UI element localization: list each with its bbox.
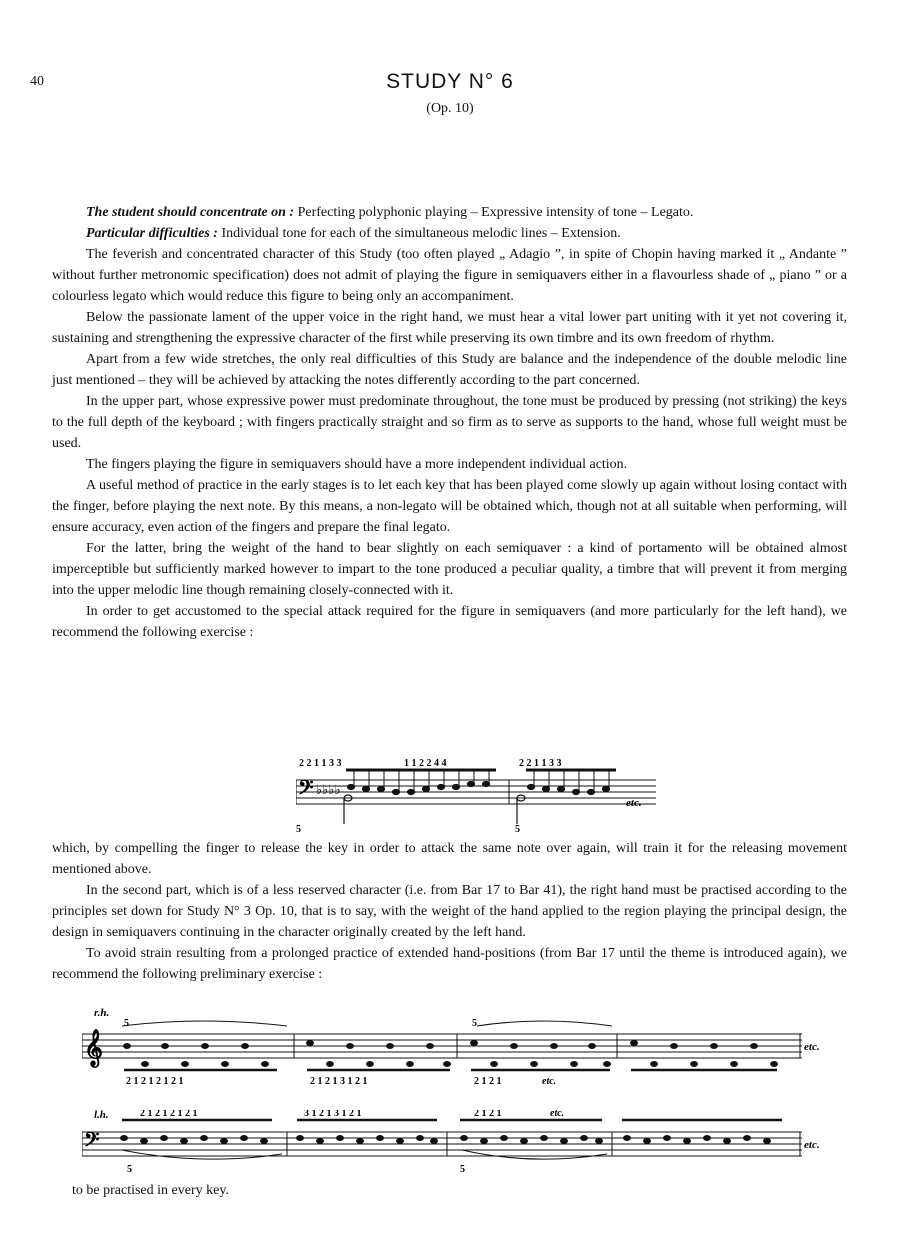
paragraph <box>52 601 847 643</box>
fingering-group-1: 2 2 1 1 3 3 <box>299 758 342 769</box>
treble-clef-icon: 𝄞 <box>84 1029 103 1065</box>
opus-subtitle: (Op. 10) <box>426 101 474 116</box>
bass-clef-icon: 𝄢 <box>84 1130 100 1156</box>
key-signature-flats: ♭♭♭♭ <box>316 782 341 797</box>
paragraph-lead: Particular difficulties : <box>86 226 218 241</box>
paragraph: To avoid strain resulting from a prolonged practice of extended hand-positions (from Bar 17 until the theme is introduced again), we recommend the following preliminary exercise : <box>52 946 847 982</box>
paragraph: In the second part, which is of a less reserved character (i.e. from Bar 17 to Bar 41), the right hand must be practised according to the principles set down for Study N° 3 Op. 10, that is to say, with the weight of the hand applied to the region playing the principal design, the design in semiquavers continuing in the character originally created by the left hand. <box>52 883 847 940</box>
paragraph <box>52 202 847 223</box>
right-hand-notation <box>82 1004 832 1094</box>
rh-bottom-fingering-3: 2 1 2 1 <box>474 1076 502 1087</box>
fingering-group-2: 1 1 2 2 4 4 <box>404 758 447 769</box>
paragraph-text: Apart from a few wide stretches, the only real difficulties of this Study are balance and the independence of the double melodic line just mentioned – they will be achieved by attacking the notes differently according to the part concerned. <box>52 352 847 388</box>
bass-fingering-2: 5 <box>515 824 520 835</box>
paragraph <box>52 538 847 601</box>
paragraph-text: A useful method of practice in the early stages is to let each key that has been played come slowly up again without losing contact with the finger, before playing the next note. By this means, a non-legato will be obtained which, though not at all suitable when performing, will ensure accuracy, even action of the fingers and prepare the final legato. <box>52 478 847 535</box>
exercise-1-notation <box>296 758 676 836</box>
paragraph <box>52 349 847 391</box>
lh-bottom-fingering-2: 5 <box>460 1164 465 1175</box>
left-hand-label: l.h. <box>94 1110 109 1121</box>
exercise-example-2-right-hand <box>82 1004 832 1094</box>
lh-top-fingering-3: 2 1 2 1 <box>474 1110 502 1119</box>
lh-top-fingering-1: 2 1 2 1 2 1 2 1 <box>140 1110 198 1119</box>
lh-bottom-fingering-1: 5 <box>127 1164 132 1175</box>
rh-bottom-fingering-1: 2 1 2 1 2 1 2 1 <box>126 1076 184 1087</box>
paragraph-text: Below the passionate lament of the upper voice in the right hand, we must hear a vital lower part uniting with it yet not covering it, sustaining and strengthening the expressive character of the first while preserving its own timbre and its own freedom of rhythm. <box>52 310 847 346</box>
left-hand-notation <box>82 1110 832 1176</box>
paragraph <box>52 391 847 454</box>
rh-top-fingering-2: 5 <box>472 1018 477 1029</box>
paragraph-text: For the latter, bring the weight of the hand to bear slightly on each semiquaver : a kind of portamento will be obtained almost imperceptible but sufficiently marked however to impart to the tone produced a peculiar quality, a timbre that will prevent it from merging into the upper melodic line though remaining closely-connected with it. <box>52 541 847 598</box>
paragraph <box>52 307 847 349</box>
paragraph <box>52 223 847 244</box>
paragraph <box>52 475 847 538</box>
rh-inner-etc: etc. <box>542 1076 557 1087</box>
closing-text <box>52 1180 847 1201</box>
paragraph-text: The fingers playing the figure in semiquavers should have a more independent individual action. <box>86 457 628 472</box>
paragraph <box>52 454 847 475</box>
exercise-example-1 <box>296 758 676 836</box>
etc-mark: etc. <box>626 797 642 809</box>
bass-fingering-1: 5 <box>296 824 301 835</box>
rh-etc-mark: etc. <box>804 1041 820 1053</box>
lh-top-fingering-2: 3 1 2 1 3 1 2 1 <box>304 1110 362 1119</box>
paragraph-text: The feverish and concentrated character of this Study (too often played „ Adagio ”, in spite of Chopin having marked it „ Andante ” without further metronomic specification) does not admit of playing the figure in semiquavers either in a flavourless shade of „ piano ” or a colourless legato which would reduce this figure to being only an accompaniment. <box>52 247 847 304</box>
study-text-part-1 <box>52 202 847 643</box>
lh-etc-mark: etc. <box>804 1139 820 1151</box>
paragraph: which, by compelling the finger to release the key in order to attack the same note over again, will train it for the releasing movement mentioned above. <box>52 841 847 877</box>
paragraph-text: Perfecting polyphonic playing – Expressive intensity of tone – Legato. <box>294 205 694 220</box>
study-text-part-2 <box>52 838 847 985</box>
bass-clef-icon: 𝄢 <box>298 778 314 804</box>
lh-inner-etc: etc. <box>550 1110 565 1119</box>
exercise-example-2-left-hand <box>82 1110 832 1176</box>
fingering-group-3: 2 2 1 1 3 3 <box>519 758 562 769</box>
right-hand-label: r.h. <box>94 1007 110 1019</box>
paragraph <box>52 244 847 307</box>
page-title: STUDY N° 6 <box>386 70 514 93</box>
paragraph-text: Individual tone for each of the simultaneous melodic lines – Extension. <box>217 226 621 241</box>
paragraph-text: In order to get accustomed to the special attack required for the figure in semiquavers (and more particularly for the left hand), we recommend the following exercise : <box>52 604 847 640</box>
paragraph-lead: The student should concentrate on : <box>86 205 295 220</box>
rh-bottom-fingering-2: 2 1 2 1 3 1 2 1 <box>310 1076 368 1087</box>
paragraph-text: In the upper part, whose expressive power must predominate throughout, the tone must be produced by pressing (not striking) the keys to the full depth of the keyboard ; with fingers practically straight and so firm as to serve as supports to the hand, whose full weight must be used. <box>52 394 847 451</box>
page-number: 40 <box>30 74 44 89</box>
closing-line: to be practised in every key. <box>72 1183 229 1198</box>
semiquaver-note-group <box>348 782 610 795</box>
rh-top-fingering-1: 5 <box>124 1018 129 1029</box>
